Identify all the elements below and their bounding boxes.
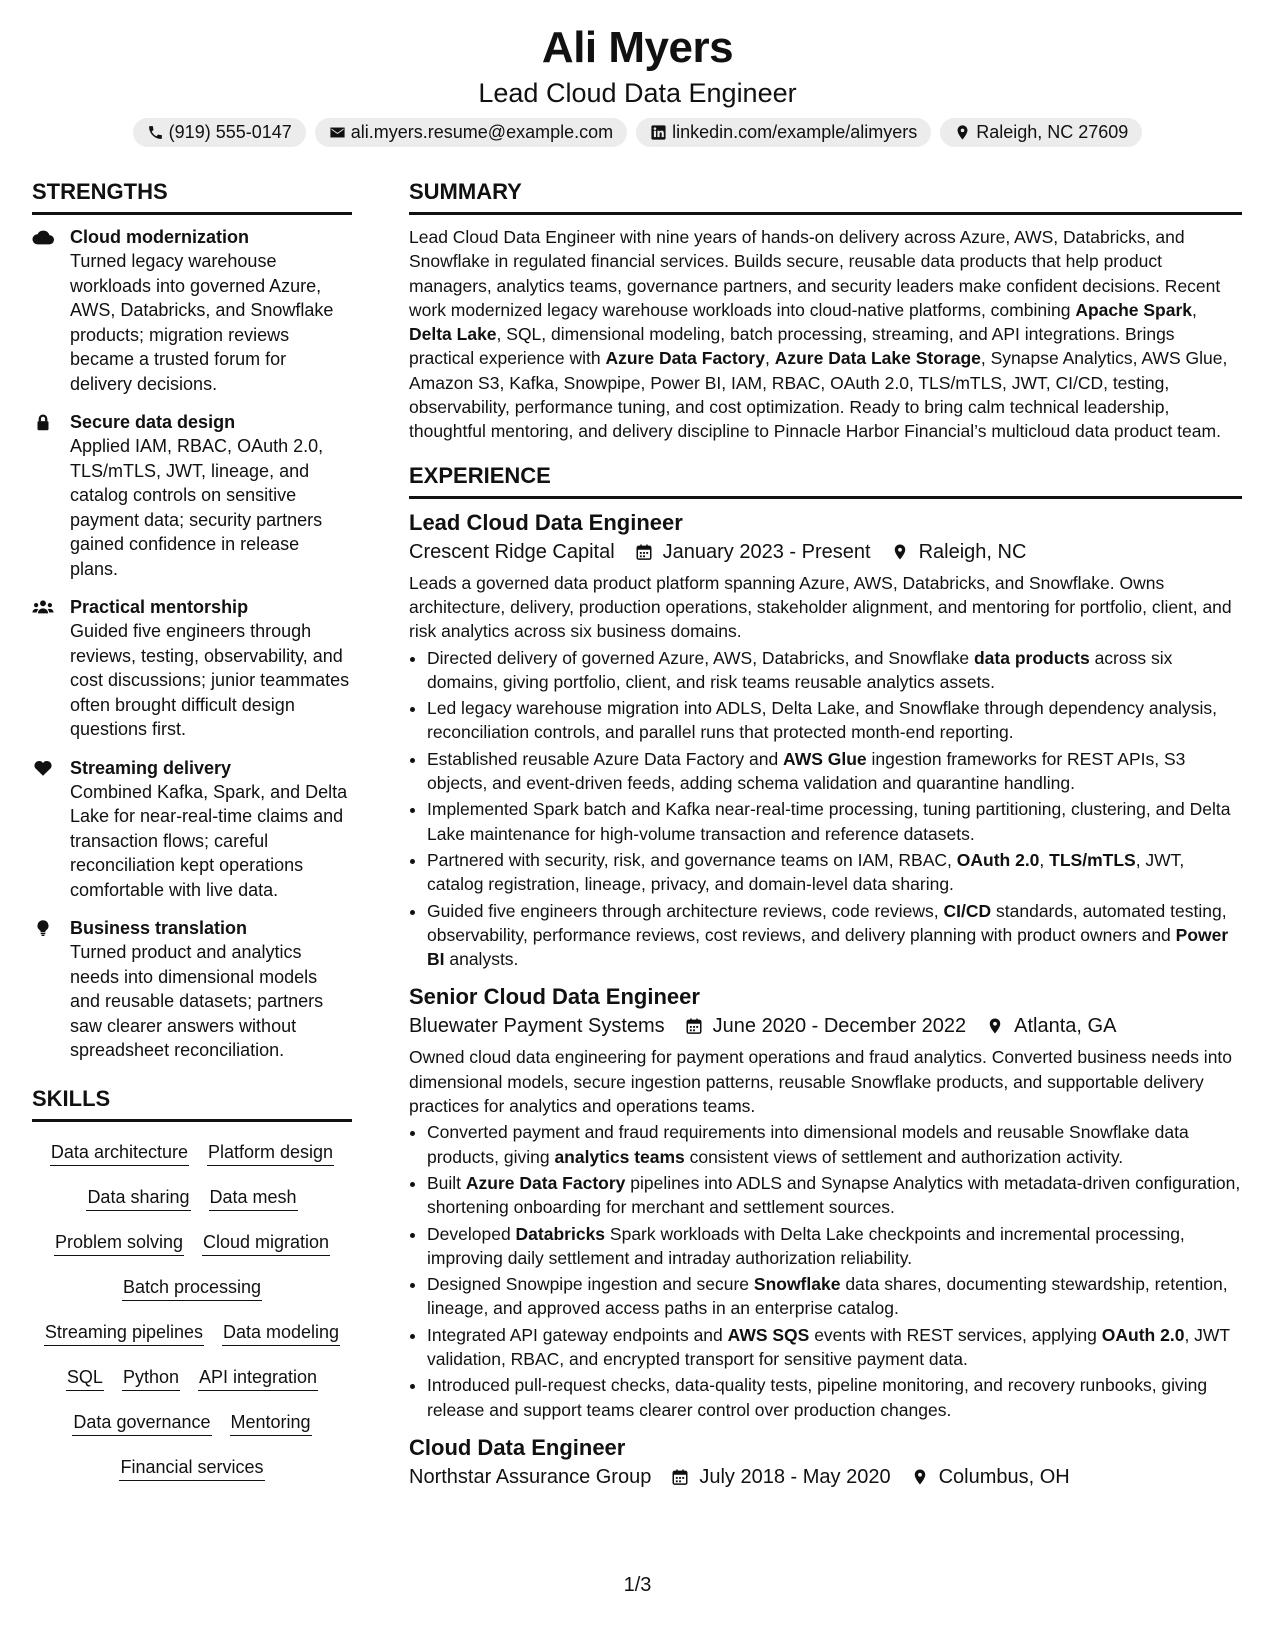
skill-tag: API integration	[198, 1367, 318, 1391]
text-segment: ,	[1039, 849, 1050, 870]
text-segment: Implemented Spark batch and Kafka near-real-time processing, tuning partitioning, clustering, and Delta Lake maintenance for high-volume transaction and reference datasets.	[427, 799, 1231, 844]
text-segment: Converted payment and fraud requirements into dimensional models and reusable Snowflake data products, giving	[427, 1122, 1189, 1167]
job-bullets	[409, 646, 1242, 972]
text-segment: pipelines into ADLS and Synapse Analytics with metadata-driven configuration, shortening onboarding for merchant and settlement sources.	[427, 1172, 1241, 1218]
strength-body	[70, 225, 352, 396]
bullet-item	[427, 696, 1242, 745]
skill-tag: Problem solving	[54, 1232, 184, 1256]
phone-text: (919) 555-0147	[168, 122, 292, 142]
bold-keyword: CI/CD	[943, 900, 992, 921]
strength-item	[32, 225, 352, 396]
envelope-icon	[329, 124, 346, 141]
skill-tag: Platform design	[207, 1142, 334, 1166]
strength-description: Turned product and analytics needs into dimensional models and reusable datasets; partners saw clearer answers without spreadsheet reconciliation.	[70, 942, 324, 1060]
text-segment: Established reusable Azure Data Factory and	[427, 748, 784, 769]
job-title: Lead Cloud Data Engineer	[409, 509, 683, 535]
strengths-heading: STRENGTHS	[32, 178, 352, 215]
text-segment: Guided five engineers through architecture reviews, code reviews,	[427, 900, 944, 921]
bullet-item	[427, 899, 1242, 972]
skill-tag: Mentoring	[230, 1412, 312, 1436]
strength-title: Streaming delivery	[70, 757, 232, 778]
bullet-item	[427, 848, 1242, 897]
bullet-item	[427, 797, 1242, 846]
strength-title: Secure data design	[70, 412, 236, 432]
skill-row	[32, 1267, 352, 1312]
skill-tag: Data architecture	[50, 1142, 189, 1166]
strength-title: Business translation	[70, 918, 248, 938]
skill-tag: Batch processing	[122, 1277, 262, 1301]
bullet-item	[427, 1171, 1242, 1220]
summary-text	[409, 225, 1242, 444]
job-location: Columbus, OH	[938, 1465, 1070, 1488]
right-column	[409, 178, 1242, 1496]
contact-email[interactable]	[315, 118, 627, 147]
strengths-list	[32, 225, 352, 1063]
skill-tag: Financial services	[119, 1457, 264, 1481]
job-entry	[409, 1434, 1242, 1492]
text-segment: ,	[764, 348, 775, 369]
calendar-icon	[671, 1468, 689, 1486]
resume-header	[0, 0, 1275, 147]
linkedin-icon	[650, 124, 667, 141]
strength-item	[32, 410, 352, 581]
contact-bar	[0, 118, 1275, 147]
candidate-title: Lead Cloud Data Engineer	[478, 78, 797, 108]
text-segment: , SQL, dimensional modeling, batch processing, streaming, and API integrations. Brings practical experience with	[409, 324, 1175, 369]
job-meta	[409, 537, 1242, 567]
linkedin-text: linkedin.com/example/alimyers	[672, 122, 918, 142]
strength-description: Guided five engineers through reviews, testing, observability, and cost discussions; junior teammates often brought difficult design questions first.	[70, 621, 350, 739]
text-segment: Built	[427, 1172, 466, 1193]
skills-heading: SKILLS	[32, 1085, 352, 1122]
skill-row	[32, 1177, 352, 1222]
calendar-icon	[635, 543, 653, 561]
bullet-item	[427, 747, 1242, 796]
skill-tag: Cloud migration	[202, 1232, 330, 1256]
location-pin-icon	[891, 543, 909, 561]
skill-tag: Python	[122, 1367, 180, 1391]
skill-tag: SQL	[66, 1367, 104, 1391]
bullet-item	[427, 1323, 1242, 1372]
text-segment: Partnered with security, risk, and governance teams on IAM, RBAC,	[427, 849, 957, 870]
text-segment: events with REST services, applying	[809, 1324, 1102, 1345]
strength-item	[32, 916, 352, 1063]
jobs-list	[409, 509, 1242, 1492]
contact-linkedin[interactable]	[636, 118, 931, 147]
text-segment: ingestion frameworks for REST APIs, S3 objects, and event-driven feeds, adding schema validation and quarantine handling.	[427, 748, 1186, 794]
text-segment: standards, automated testing, observability, performance reviews, cost reviews, and delivery planning with product owners and	[427, 900, 1227, 945]
job-meta	[409, 1462, 1242, 1492]
page-number: 1/3	[623, 1574, 652, 1596]
bold-keyword: AWS SQS	[727, 1324, 810, 1345]
text-segment: , Synapse Analytics, AWS Glue, Amazon S3, Kafka, Snowpipe, Power BI, IAM, RBAC, OAuth 2.0, TLS/mTLS, JWT, CI/CD, testing, observability, performance tuning, and cost optimization. Ready to bring calm technical leadership, thoughtful mentoring, and delivery discipline to Pinnacle Harbor Financial’s multicloud data product team.	[409, 348, 1228, 442]
skill-row	[32, 1402, 352, 1447]
job-title: Cloud Data Engineer	[409, 1434, 626, 1460]
job-entry	[409, 983, 1242, 1421]
bold-keyword: AWS Glue	[783, 748, 867, 769]
text-segment: across six domains, giving portfolio, client, and risk teams reusable analytics assets.	[427, 647, 1173, 692]
bold-keyword: Delta Lake	[409, 324, 497, 345]
phone-icon	[147, 124, 164, 141]
text-segment: data shares, documenting stewardship, retention, lineage, and approved access paths in an enterprise catalog.	[427, 1274, 1228, 1319]
skill-tag: Data mesh	[209, 1187, 298, 1211]
bullet-item	[427, 1272, 1242, 1321]
skills-list	[32, 1132, 352, 1492]
text-segment: Integrated API gateway endpoints and	[427, 1324, 728, 1345]
skill-tag: Data governance	[72, 1412, 211, 1436]
bold-keyword: Databricks	[515, 1223, 606, 1244]
job-entry	[409, 509, 1242, 972]
job-dates: January 2023 - Present	[662, 540, 871, 563]
experience-heading: EXPERIENCE	[409, 462, 1242, 499]
summary-heading: SUMMARY	[409, 178, 1242, 215]
skill-row	[32, 1447, 352, 1492]
strength-description: Combined Kafka, Spark, and Delta Lake for near-real-time claims and transaction flows; careful reconciliation kept operations comfortable with live data.	[70, 781, 348, 900]
text-segment: analysts.	[444, 949, 519, 970]
strength-description: Turned legacy warehouse workloads into governed Azure, AWS, Databricks, and Snowflake products; migration reviews became a trusted forum for delivery decisions.	[70, 251, 334, 394]
strength-title: Practical mentorship	[70, 597, 249, 617]
strength-description: Applied IAM, RBAC, OAuth 2.0, TLS/mTLS, JWT, lineage, and catalog controls on sensitive payment data; security partners gained confidence in release plans.	[70, 436, 324, 579]
job-meta	[409, 1011, 1242, 1041]
job-dates: July 2018 - May 2020	[699, 1465, 891, 1488]
cloud-icon	[32, 225, 70, 396]
text-segment: Developed	[427, 1223, 516, 1244]
job-location: Raleigh, NC	[918, 540, 1027, 563]
skill-row	[32, 1357, 352, 1402]
lock-icon	[32, 410, 70, 581]
heart-icon	[32, 756, 70, 903]
bold-keyword: OAuth 2.0	[1101, 1324, 1185, 1345]
text-segment: ,	[1192, 299, 1197, 320]
bold-keyword: Azure Data Lake Storage	[774, 348, 981, 369]
text-segment: consistent views of settlement and authorization activity.	[684, 1146, 1124, 1167]
strength-item	[32, 595, 352, 742]
skill-row	[32, 1222, 352, 1267]
skill-tag: Data sharing	[86, 1187, 190, 1211]
bold-keyword: data products	[973, 647, 1090, 668]
text-segment: , JWT validation, RBAC, and encrypted transport for sensitive payment data.	[427, 1324, 1230, 1369]
job-company: Northstar Assurance Group	[409, 1465, 652, 1488]
job-description: Owned cloud data engineering for payment operations and fraud analytics. Converted business needs into dimensional models, secure ingestion patterns, reusable Snowflake products, and supportable delivery practices for analytics and operations teams.	[409, 1047, 1233, 1117]
bullet-item	[427, 646, 1242, 695]
location-pin-icon	[986, 1017, 1004, 1035]
bold-keyword: OAuth 2.0	[956, 849, 1040, 870]
bullet-item	[427, 1373, 1242, 1422]
text-segment: Spark workloads with Delta Lake checkpoints and incremental processing, improving daily settlement and intraday authorization reliability.	[427, 1223, 1185, 1268]
bold-keyword: Azure Data Factory	[605, 348, 765, 369]
skills-section	[32, 1085, 352, 1492]
strength-title: Cloud modernization	[70, 227, 249, 247]
job-company: Crescent Ridge Capital	[409, 540, 615, 563]
strength-body	[70, 756, 352, 903]
job-dates: June 2020 - December 2022	[712, 1015, 967, 1038]
bold-keyword: Power BI	[427, 924, 1229, 970]
strength-item	[32, 756, 352, 903]
strength-body	[70, 410, 352, 581]
text-segment: Lead Cloud Data Engineer with nine years of hands-on delivery across Azure, AWS, Databricks, and Snowflake in regulated financial services. Builds secure, reusable data products that help product managers, analytics teams, governance partners, and security leaders make confident decisions. Recent work modernized legacy warehouse workloads into cloud-native platforms, combining	[409, 227, 1221, 320]
contact-location	[940, 118, 1142, 147]
lightbulb-icon	[32, 916, 70, 1063]
strength-body	[70, 595, 352, 742]
job-bullets	[409, 1120, 1242, 1422]
text-segment: Introduced pull-request checks, data-quality tests, pipeline monitoring, and recovery runbooks, giving release and support teams clearer control over production changes.	[427, 1375, 1208, 1420]
bullet-item	[427, 1222, 1242, 1271]
calendar-icon	[685, 1017, 703, 1035]
job-title: Senior Cloud Data Engineer	[409, 984, 700, 1010]
bullet-item	[427, 1120, 1242, 1169]
job-description: Leads a governed data product platform spanning Azure, AWS, Databricks, and Snowflake. Owns architecture, delivery, production operations, stakeholder alignment, and mentoring for portfolio, client, and risk analytics across six business domains.	[409, 572, 1232, 642]
strength-body	[70, 916, 352, 1063]
text-segment: , JWT, catalog registration, lineage, privacy, and domain-level data sharing.	[427, 849, 1185, 895]
users-icon	[32, 595, 70, 742]
bold-keyword: TLS/mTLS	[1049, 849, 1136, 870]
bold-keyword: Apache Spark	[1075, 299, 1193, 320]
email-text: ali.myers.resume@example.com	[350, 122, 614, 142]
skill-tag: Streaming pipelines	[44, 1322, 204, 1346]
location-pin-icon	[954, 124, 971, 141]
skill-row	[32, 1132, 352, 1177]
left-column	[32, 178, 352, 1492]
bold-keyword: Azure Data Factory	[465, 1172, 626, 1193]
bold-keyword: analytics teams	[554, 1146, 685, 1167]
job-location: Atlanta, GA	[1014, 1015, 1117, 1038]
text-segment: Directed delivery of governed Azure, AWS, Databricks, and Snowflake	[427, 647, 974, 668]
skill-row	[32, 1312, 352, 1357]
bold-keyword: Snowflake	[753, 1274, 841, 1295]
location-pin-icon	[911, 1468, 929, 1486]
candidate-name: Ali Myers	[541, 23, 734, 72]
contact-phone[interactable]	[133, 118, 306, 147]
job-company: Bluewater Payment Systems	[409, 1015, 665, 1038]
skill-tag: Data modeling	[222, 1322, 340, 1346]
text-segment: Led legacy warehouse migration into ADLS, Delta Lake, and Snowflake through dependency analysis, reconciliation controls, and parallel runs that protected month-end reporting.	[427, 698, 1217, 743]
location-text: Raleigh, NC 27609	[976, 122, 1129, 142]
text-segment: Designed Snowpipe ingestion and secure	[427, 1274, 754, 1295]
